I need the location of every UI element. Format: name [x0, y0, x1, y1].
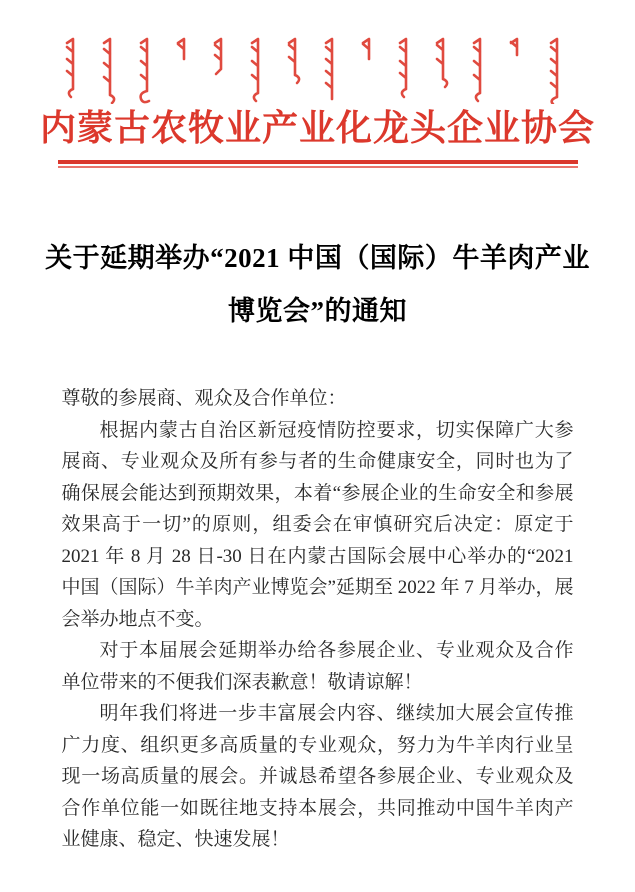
notice-title-line-1: 关于延期举办“2021 中国（国际）牛羊肉产业 [45, 243, 590, 273]
paragraph-postponement-decision: 根据内蒙古自治区新冠疫情防控要求，切实保障广大参展商、专业观众及所有参与者的生命健康安全，同时也为了确保展会能达到预期效果，本着“参展企业的生命安全和参展效果高于一切”的原则，组委会在审慎研究后决定：原定于 2021 年 8 月 28 日-30 日在内蒙古国际会展中心举办的“2021 中国（国际）牛羊肉产业博览会”延期至 2022 年 7 月举办，展会举办地点不变。 [61, 419, 574, 630]
mongolian-script-banner [61, 34, 575, 104]
paragraph-apology: 对于本届展会延期举办给各参展企业、专业观众及合作单位带来的不便我们深表歉意！敬请谅解！ [61, 640, 574, 693]
notice-title-line-2: 博览会”的通知 [228, 296, 407, 326]
paragraph-next-year-outlook: 明年我们将进一步丰富展会内容、继续加大展会宣传推广力度、组织更多高质量的专业观众，努力为牛羊肉行业呈现一场高质量的展会。并诚恳希望各参展企业、专业观众及合作单位能一如既往地支持本展会，共同推动中国牛羊肉产业健康、稳定、快速发展！ [61, 703, 574, 850]
letterhead [0, 0, 635, 168]
letterhead-divider-line [58, 160, 578, 168]
notice-title [38, 232, 598, 338]
notice-body [62, 383, 574, 856]
association-name: 内蒙古农牧业产业化龙头企业协会 [39, 108, 595, 148]
salutation: 尊敬的参展商、观众及合作单位： [61, 388, 347, 409]
